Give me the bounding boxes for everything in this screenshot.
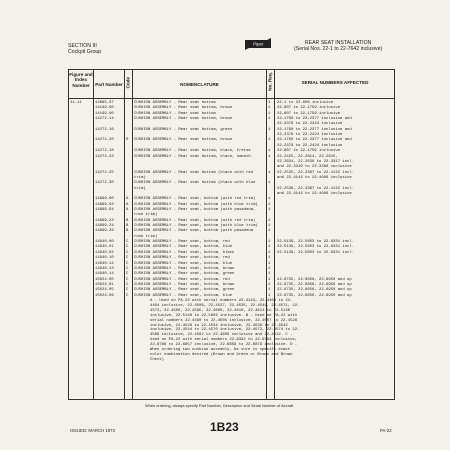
row-part-number: 14940-01 (95, 245, 114, 250)
row-serials: 22-2535, 22-2387 to 22-4142 incl. (277, 170, 355, 175)
row-req: 1 (268, 111, 271, 116)
row-nomenclature: trim) (134, 186, 146, 191)
row-req: 1 (268, 277, 271, 282)
row-nomenclature: CUSHION ASSEMBLY - Rear seat, bottom, brown (134, 282, 235, 287)
row-req: 1 (268, 261, 271, 266)
row-nomenclature: CUSHION ASSEMBLY - Rear seat, bottom, green (134, 272, 235, 277)
row-serials: 22-6735, 22-6656, 22-6950 and up (277, 282, 352, 287)
row-req: 1 (268, 245, 271, 250)
row-serials: and 22-4144 to 22-4609 inclusive (277, 175, 352, 180)
row-part-number: 14899-22 (95, 218, 114, 223)
row-code: C (126, 245, 129, 250)
row-nomenclature: CUSHION ASSEMBLY - Rear seat bottom, brown (134, 117, 233, 122)
row-nomenclature: rose trim) (134, 213, 158, 218)
row-code: A (126, 202, 129, 207)
row-part-number: 14940-13 (95, 266, 114, 271)
row-code: C (126, 250, 129, 255)
row-part-number: 14940-02 (95, 250, 114, 255)
row-code: C (126, 256, 129, 261)
row-req: 1 (268, 149, 271, 154)
row-part-number: 15024-00 (95, 277, 114, 282)
row-nomenclature: CUSHION ASSEMBLY - Rear seat, bottom (with red trim) (134, 197, 256, 202)
row-part-number: 14199-00 (95, 106, 114, 111)
row-serials: and 22-3319 to 22-3368 inclusive (277, 165, 352, 170)
row-serials: 22-5139, 22-5603 to 22-6331 incl. (277, 245, 355, 250)
row-nomenclature: CUSHION ASSEMBLY - Rear seat, bottom, red (134, 277, 230, 282)
row-nomenclature: CUSHION ASSEMBLY - Rear seat, bottom, black (134, 250, 235, 255)
row-code: C (126, 266, 129, 271)
row-part-number: 14272-16 (95, 127, 114, 132)
row-serials: 22-2379 to 22-2424 inclusive (277, 143, 343, 148)
row-nomenclature: CUSHION ASSEMBLY - Rear seat, bottom, red (134, 256, 230, 261)
row-part-number: 15024-05 (95, 288, 114, 293)
row-nomenclature: CUSHION ASSEMBLY - Rear seat, bottom, red (134, 240, 230, 245)
row-serials: 22-2379 to 22-2424 inclusive (277, 122, 343, 127)
row-code: D (126, 138, 129, 143)
row-part-number: 14272-14 (95, 117, 114, 122)
row-serials: 22-807 to 22-1759 inclusive (277, 106, 341, 111)
header-left (68, 43, 101, 55)
row-nomenclature: CUSHION ASSEMBLY - Rear seat, bottom (with red trim) (134, 218, 256, 223)
row-serials: 22-2379 to 22-2424 inclusive (277, 133, 343, 138)
row-serials: 22-1760 to 22-2377 inclusive and (277, 127, 352, 132)
header-divider (68, 98, 395, 99)
row-part-number: 14899-24 (95, 224, 114, 229)
row-part-number: 14272-25 (95, 170, 114, 175)
row-part-number: 14272-18 (95, 149, 114, 154)
row-serials: 22-2634, 22-2639 to 22-3317 incl. (277, 159, 355, 164)
row-req: 1 (268, 154, 271, 159)
row-nomenclature: CUSHION ASSEMBLY - Rear seat, bottom, green (134, 288, 235, 293)
row-nomenclature: rose trim) (134, 234, 158, 239)
row-part-number: 14272-30 (95, 181, 114, 186)
row-code: C (126, 272, 129, 277)
group-label: Cockpit Group (68, 49, 102, 56)
row-req: 1 (268, 256, 271, 261)
row-req: 1 (268, 240, 271, 245)
row-part-number: 14940-00 (95, 240, 114, 245)
fiche-code: 1B23 (210, 420, 239, 434)
row-nomenclature: CUSHION ASSEMBLY - Rear seat bottom (134, 111, 216, 116)
col-divider-3 (132, 69, 133, 400)
piper-logo (245, 38, 271, 50)
row-nomenclature: CUSHION ASSEMBLY - Rear seat bottom, brown (134, 106, 233, 111)
row-req: 1 (268, 266, 271, 271)
row-figure: 11-11 (70, 101, 82, 105)
row-code: B (126, 224, 129, 229)
col-nomenclature-header: NOMENCLATURE (180, 82, 219, 87)
row-req: 1 (268, 250, 271, 255)
row-part-number: 14272-23 (95, 154, 114, 159)
row-req: 1 (268, 224, 271, 229)
ordering-instruction: When ordering, always specify Part Number, Description and Serial Number of Aircraft (145, 403, 294, 408)
row-code: C (126, 240, 129, 245)
col-divider-1 (93, 69, 94, 400)
row-nomenclature: CUSHION ASSEMBLY - Rear seat, bottom, blue (134, 293, 233, 298)
row-code: B (126, 229, 129, 234)
row-nomenclature: CUSHION ASSEMBLY - Rear seat, bottom, brown (134, 266, 235, 271)
row-serials: 22-807 to 22-1759 inclusive (277, 149, 341, 154)
row-code: C (126, 293, 129, 298)
col-code-header: Code (125, 76, 131, 89)
col-serials-header: SERIAL NUMBERS AFFECTED (301, 80, 369, 85)
col-req-header: No. Req. (267, 72, 273, 91)
row-req: 1 (268, 288, 271, 293)
row-part-number: 14940-10 (95, 256, 114, 261)
row-code: C (126, 288, 129, 293)
row-req: 1 (268, 282, 271, 287)
row-serials: 22-6735, 22-6656, 22-6950 and up (277, 288, 352, 293)
page-title: REAR SEAT INSTALLATION (304, 40, 372, 46)
row-part-number: 14899-04 (95, 208, 114, 212)
row-nomenclature: CUSHION ASSEMBLY - Rear seat, bottom, blue (134, 245, 233, 250)
row-part-number: 14940-12 (95, 261, 114, 266)
row-nomenclature: CUSHION ASSEMBLY - Rear seat, bottom, blue (134, 261, 233, 266)
row-req: 1 (268, 181, 271, 186)
row-nomenclature: CUSHION ASSEMBLY - Rear seat bottom, brown (134, 138, 233, 143)
row-nomenclature: CUSHION ASSEMBLY - Rear seat bottom (134, 101, 216, 105)
row-code: C (126, 282, 129, 287)
row-nomenclature: CUSHION ASSEMBLY - Rear seat, bottom (with pasadena, (134, 208, 256, 212)
row-req: 1 (268, 202, 271, 207)
row-req: 1 (268, 272, 271, 277)
row-req: 1 (268, 117, 271, 122)
row-req: 1 (268, 229, 271, 234)
row-req: 1 (268, 127, 271, 132)
row-part-number: 15024-06 (95, 293, 114, 298)
row-nomenclature: CUSHION ASSEMBLY - Rear seat, bottom (with blue trim) (134, 224, 258, 229)
row-serials: 22-1 to 22-806 inclusive (277, 101, 334, 105)
row-req: 1 (268, 208, 271, 212)
row-nomenclature: CUSHION ASSEMBLY - Rear seat bottom, black, fretse (134, 149, 251, 154)
row-code: A (126, 197, 129, 202)
serial-range: (Serial Nos. 22-1 to 22-7642 inclusive) (294, 46, 383, 53)
row-serials: 22-6735, 22-6656, 22-6950 and up (277, 277, 352, 282)
row-part-number: 15024-01 (95, 282, 114, 287)
row-serials: 22-6735, 22-6656, 22-6950 and up (277, 293, 352, 298)
row-req: 1 (268, 138, 271, 143)
row-part-number: 14272-20 (95, 138, 114, 143)
row-req: 1 (268, 293, 271, 298)
row-nomenclature: CUSHION ASSEMBLY - Rear seat bottom, green (134, 127, 233, 132)
row-serials: 22-2425, 22-2614, 22-2615, (277, 154, 338, 159)
row-serials: 22-5139, 22-5603 to 22-6331 incl. (277, 250, 355, 255)
row-nomenclature: trim) (134, 175, 146, 180)
section-label: SECTION III (68, 43, 97, 49)
row-nomenclature: CUSHION ASSEMBLY - Rear seat bottom, black, smooth (134, 154, 251, 159)
row-req: 1 (268, 218, 271, 223)
row-serials: 22-807 to 22-1759 inclusive (277, 111, 341, 116)
col-divider-2 (124, 69, 125, 400)
row-req: 1 (268, 101, 271, 105)
issued-date: ISSUED: MARCH 1973 (70, 428, 115, 433)
row-part-number: 14940-14 (95, 272, 114, 277)
row-part-number: 14199-00 (95, 111, 114, 116)
row-serials: 22-1760 to 22-2377 inclusive and (277, 117, 352, 122)
row-req: 1 (268, 170, 271, 175)
col-figure-header: Figure and Index Number (69, 72, 93, 88)
row-req: 1 (268, 106, 271, 111)
row-part-number: 14899-00 (95, 197, 114, 202)
row-nomenclature: CUSHION ASSEMBLY - Rear seat, bottom (with pasadena (134, 229, 254, 234)
row-code: C (126, 277, 129, 282)
row-part-number: 14899-26 (95, 229, 114, 234)
row-code: A (126, 208, 129, 212)
row-code: B (126, 218, 129, 223)
row-nomenclature: CUSHION ASSEMBLY - Rear seat, bottom (with blue trim) (134, 202, 258, 207)
footnotes: A - Used on PA-22 with serial numbers 22-4143, 22-4460 to 22-4494 inclusive, 22-4508, 22-4527, 22-4535, 22-4541, 22-4571, 22-4573, 22-4580, 22-4595, 22-4600, 22-4610, 22-4613 to 22-5136 inclusive, 22-5140 to 22-5602 inclusive. B - Used on PA-22 with serial numbers 22-4490 to 22-4505 inclusive, 22-4507 to 22-4526 inclusive, 22-4528 to 22-4534 inclusive, 22-4536 to 22-4542 inclusive, 22-4544 to 22-4570 inclusive, 22-4572, 22-4574 to 22-4589 inclusive, 22-4592 to 22-4609 inclusive and 22-4612. C - Used on PA-22 with serial numbers 22-6332 to 22-6784 inclusive, 22-6786 to 22-6857 inclusive, 22-6859 to 22-6879 inclusive. D - When ordering two cushion assembly, be sure to specify exact color combination desired (Brown and Green or Brown and Brown Check) (150, 299, 300, 362)
row-serials: and 22-4144 to 22-4609 inclusive (277, 191, 352, 196)
row-part-number: 14899-02 (95, 202, 114, 207)
row-code: C (126, 261, 129, 266)
row-serials: 22-1760 to 22-2377 inclusive and (277, 138, 352, 143)
row-nomenclature: CUSHION ASSEMBLY - Rear seat bottom (black with red (134, 170, 254, 175)
col-part-header: Part Number (95, 82, 123, 87)
row-req: 1 (268, 197, 271, 202)
row-part-number: 12695-37 (95, 101, 114, 105)
row-serials: 22-5139, 22-5603 to 22-6331 incl. (277, 240, 355, 245)
row-nomenclature: CUSHION ASSEMBLY - Rear seat bottom (black with blue (134, 181, 256, 186)
header-right (294, 40, 382, 52)
row-serials: 22-2536, 22-3367 to 22-4142 incl. (277, 186, 355, 191)
page-number: PA-22 (380, 428, 392, 433)
logo-text: Piper (253, 41, 264, 47)
